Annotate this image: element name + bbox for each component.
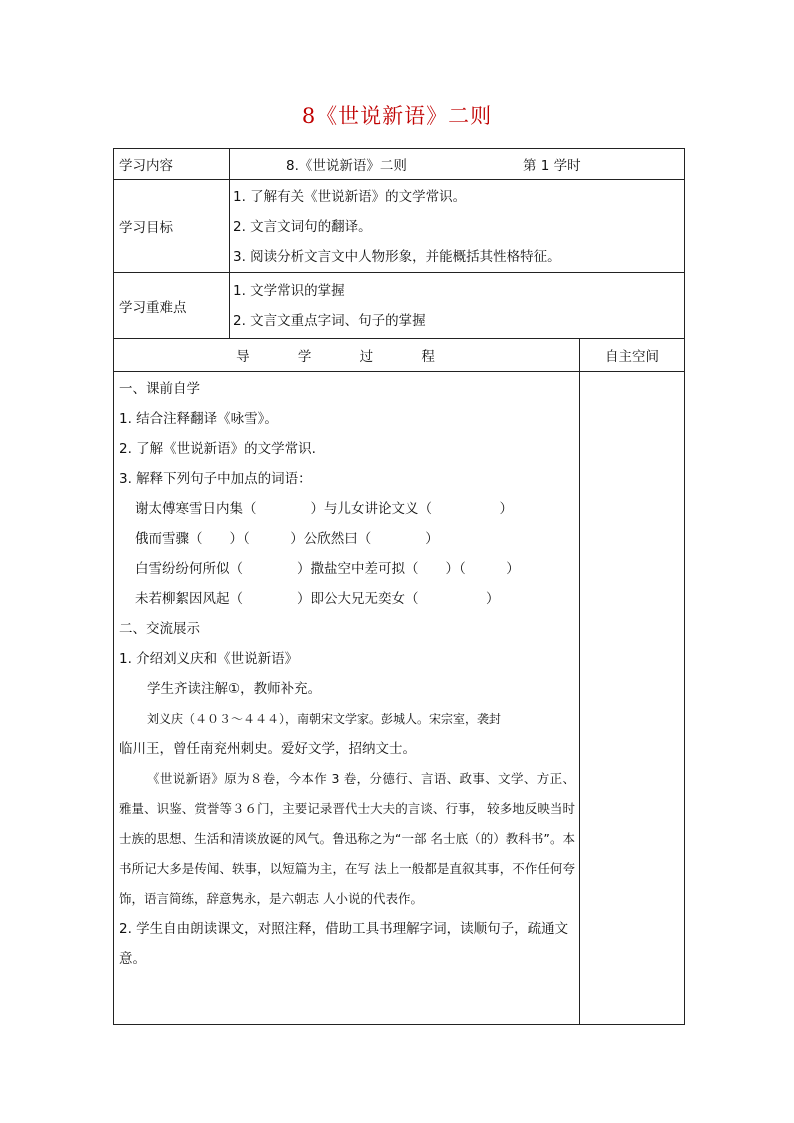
goal-item: 1. 了解有关《世说新语》的文学常识。 [233,189,467,205]
free-space-cell [580,372,685,1025]
book-paragraph: 《世说新语》原为８卷，今本作 3 卷，分德行、言语、政事、文学、方正、雅量、识鉴、赏誉等３６门，主要记录晋代士大夫的言谈、行事， 较多地反映当时士族的思想、生活和清谈放诞的风气。鲁迅称之为“一部 名士底（的）教科书”。本书所记大多是传闻、轶事，以短篇为主，在写 法上一般都是直叙其事，不作任何夸饰，语言简练，辞意隽永，是六朝志 人小说的代表作。 [119,771,575,906]
goals-cell [230,180,685,273]
section-1-title: 一、课前自学 [119,381,200,397]
author-paragraph-line: 临川王，曾任南兖州刺史。爱好文学，招纳文士。 [119,741,416,757]
row-process-header [114,339,685,372]
vocab-line: 谢太傅寒雪日内集（ ）与儿女讲论文义（ ） [135,501,513,517]
study-plan-table [113,148,685,1025]
goal-item: 2. 文言文词句的翻译。 [233,219,372,235]
keypoints-cell [230,273,685,339]
section-1-item: 1. 结合注释翻译《咏雪》。 [119,411,278,427]
row-content [114,149,685,180]
label-keypoints: 学习重难点 [114,273,230,339]
goal-item: 3. 阅读分析文言文中人物形象，并能概括其性格特征。 [233,249,561,265]
section-2-note: 学生齐读注解①，教师补充。 [147,681,322,697]
section-1-item: 3. 解释下列句子中加点的词语： [119,471,312,487]
label-content: 学习内容 [114,149,230,180]
author-paragraph-line: 刘义庆（４０３～４４４），南朝宋文学家。彭城人。宋宗室，袭封 [147,712,502,726]
page-title: 8《世说新语》二则 [301,104,493,128]
vocab-line: 白雪纷纷何所似（ ）撒盐空中差可拟（ ）（ ） [135,561,520,577]
keypoint-item: 1. 文学常识的掌握 [233,283,345,299]
vocab-line: 俄而雪骤（ ）（ ）公欣然曰（ ） [135,531,439,547]
section-2-item: 2. 学生自由朗读课文，对照注释，借助工具书理解字词，读顺句子，疏通文意。 [119,921,569,967]
lesson-name: 8.《世说新语》二则 [286,158,407,174]
free-space-header: 自主空间 [580,339,685,372]
section-2-item: 1. 介绍刘义庆和《世说新语》 [119,651,299,667]
vocab-line: 未若柳絮因风起（ ）即公大兄无奕女（ ） [135,591,500,607]
lesson-cell [230,149,685,180]
row-process [114,372,685,1025]
section-2-title: 二、交流展示 [119,621,200,637]
process-header-text: 导 学 过 程 [236,349,457,365]
lesson-period: 第 1 学时 [523,158,581,174]
keypoint-item: 2. 文言文重点字词、句子的掌握 [233,313,426,329]
row-keypoints [114,273,685,339]
label-goals: 学习目标 [114,180,230,273]
row-goals [114,180,685,273]
section-1-item: 2. 了解《世说新语》的文学常识. [119,441,316,457]
process-cell [114,372,580,1025]
process-header [114,339,580,372]
